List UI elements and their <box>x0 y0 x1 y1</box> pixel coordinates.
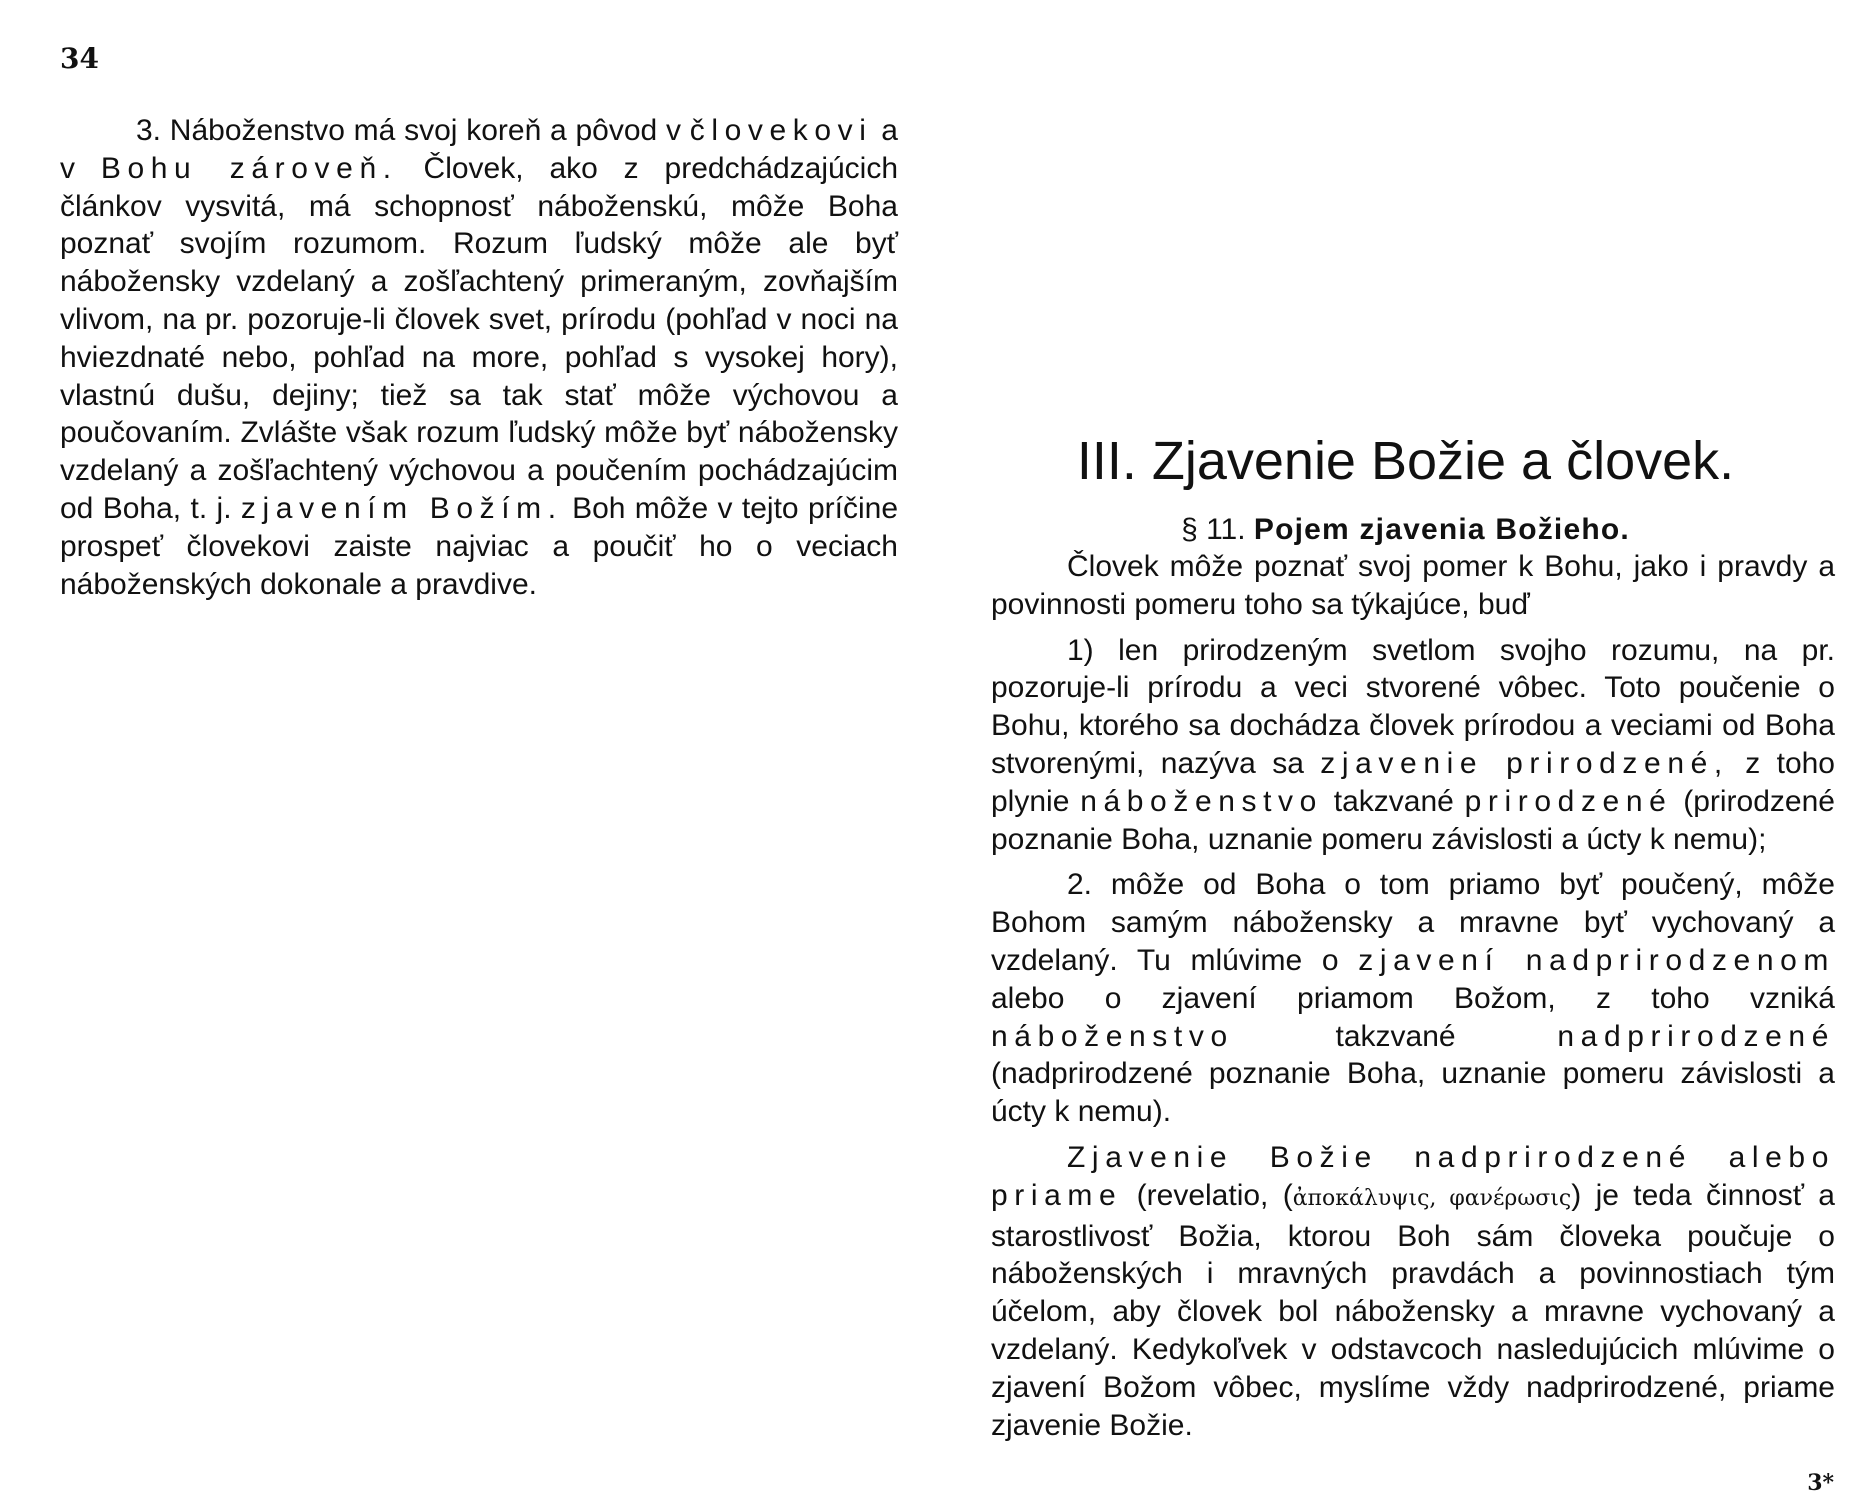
right-paragraph-3 <box>991 866 1835 1131</box>
right-paragraph-2 <box>991 632 1835 859</box>
para3-text-1: 2. môže od Boha o tom priamo byť poučený, môže Bohom samým nábožensky a mravne byť vychovaný a vzdelaný. Tu mlúvime o <box>991 868 1835 977</box>
right-page-number: 3* <box>1807 1470 1834 1496</box>
para3-spaced-nadprirodzene: nadprirodzené <box>1557 1019 1835 1053</box>
section-number: § 11. <box>1181 513 1246 546</box>
left-paragraph-mid: a v <box>60 114 898 185</box>
left-page-number: 34 <box>60 42 99 75</box>
left-paragraph <box>60 112 898 603</box>
para3-text-2: alebo o zjavení priamom Božom, z toho vzniká <box>991 981 1835 1015</box>
para3-text-4: (nadprirodzené poznanie Boha, uznanie pomeru závislosti a úcty k nemu). <box>991 1057 1835 1129</box>
para3-text-3: takzvané <box>1335 1019 1456 1053</box>
para2-spaced-nabozenstvo: náboženstvo <box>1080 784 1323 818</box>
para2-spaced-prirodzene: prirodzené <box>1464 784 1673 818</box>
right-paragraph-1: Človek môže poznať svoj pomer k Bohu, jako i pravdy a povinnosti pomeru toho sa týkajúce, buď <box>991 550 1835 621</box>
left-paragraph-lead: 3. Náboženstvo má svoj koreň a pôvod v <box>136 114 681 147</box>
left-spaced-zjavenim-bozim: zjavením Božím. <box>240 491 563 525</box>
left-paragraph-text-2: Boh môže v tejto príčine prospeť človekovi zaiste najviac a poučiť ho o veciach náboženských dokonale a pravdive. <box>60 491 899 601</box>
section-title: Pojem zjavenia Božieho. <box>1253 513 1630 546</box>
right-text-block <box>991 548 1835 1444</box>
para2-text-2: z toho plynie <box>991 746 1835 818</box>
right-page-text <box>991 548 1835 1444</box>
para3-spaced-nabozenstvo: náboženstvo <box>991 1019 1234 1053</box>
left-paragraph-text-1: Človek, ako z predchádzajúcich článkov vysvitá, má schopnosť náboženskú, môže Boha poznať svojím rozumom. Rozum ľudský môže ale byť nábožensky vzdelaný a zošľachtený primeraným, zovňajším vlivom, na pr. pozoruje-li človek svet, prírodu (pohľad v noci na hviezdnaté nebo, pohľad na more, pohľad s vysokej hory), vlastnú dušu, dejiny; tiež sa tak stať môže výchovou a poučovaním. Zvlášte však rozum ľudský môže byť nábožensky vzdelaný a zošľachtený výchovou a poučením pochádzajúcim od Boha, t. j. <box>60 151 899 525</box>
para4-spaced-zjavenie-bozie: Zjavenie Božie nadprirodzené alebo priame <box>991 1140 1835 1212</box>
para2-text-3: takzvané <box>1333 784 1454 818</box>
para2-text-4: (prirodzené poznanie Boha, uznanie pomeru závislosti a úcty k nemu); <box>991 784 1835 856</box>
left-spaced-clovekovi: človekovi <box>689 114 873 147</box>
para4-text-2: ) je teda činnosť a starostlivosť Božia, ktorou Boh sám človeka poučuje o náboženských i mravných pravdách a povinnostiach tým účelom, aby človek bol nábožensky a mravne vychovaný a vzdelaný. Kedykoľvek v odstavcoch nasledujúcich mlúvime o zjavení Božom vôbec, myslíme vždy nadprirodzené, priame zjavenie Božie. <box>991 1178 1835 1442</box>
para2-spaced-zjavenie-prirodzene: zjavenie prirodzené, <box>1320 746 1729 780</box>
para4-text-1: (revelatio, ( <box>1136 1178 1293 1212</box>
para2-text-1: 1) len prirodzeným svetlom svojho rozumu, na pr. pozoruje-li prírodu a veci stvorené vôbec. Toto poučenie o Bohu, ktorého sa dochádza človek prírodou a veciami od Boha stvorenými, nazýva sa <box>991 633 1835 780</box>
left-page-text <box>60 112 898 603</box>
section-heading <box>937 512 1874 548</box>
right-paragraph-4 <box>991 1139 1835 1444</box>
chapter-heading: III. Zjavenie Božie a človek. <box>1076 431 1735 491</box>
para4-greek-terms: ἀποκάλυψις, φανέρωσις <box>1292 1185 1572 1211</box>
right-page <box>937 0 1874 1500</box>
para3-spaced-zjaveni-nadprirodzenom: zjavení nadprirodzenom <box>1358 943 1835 977</box>
left-spaced-bohu-zaroven: Bohu zároveň. <box>100 151 398 185</box>
